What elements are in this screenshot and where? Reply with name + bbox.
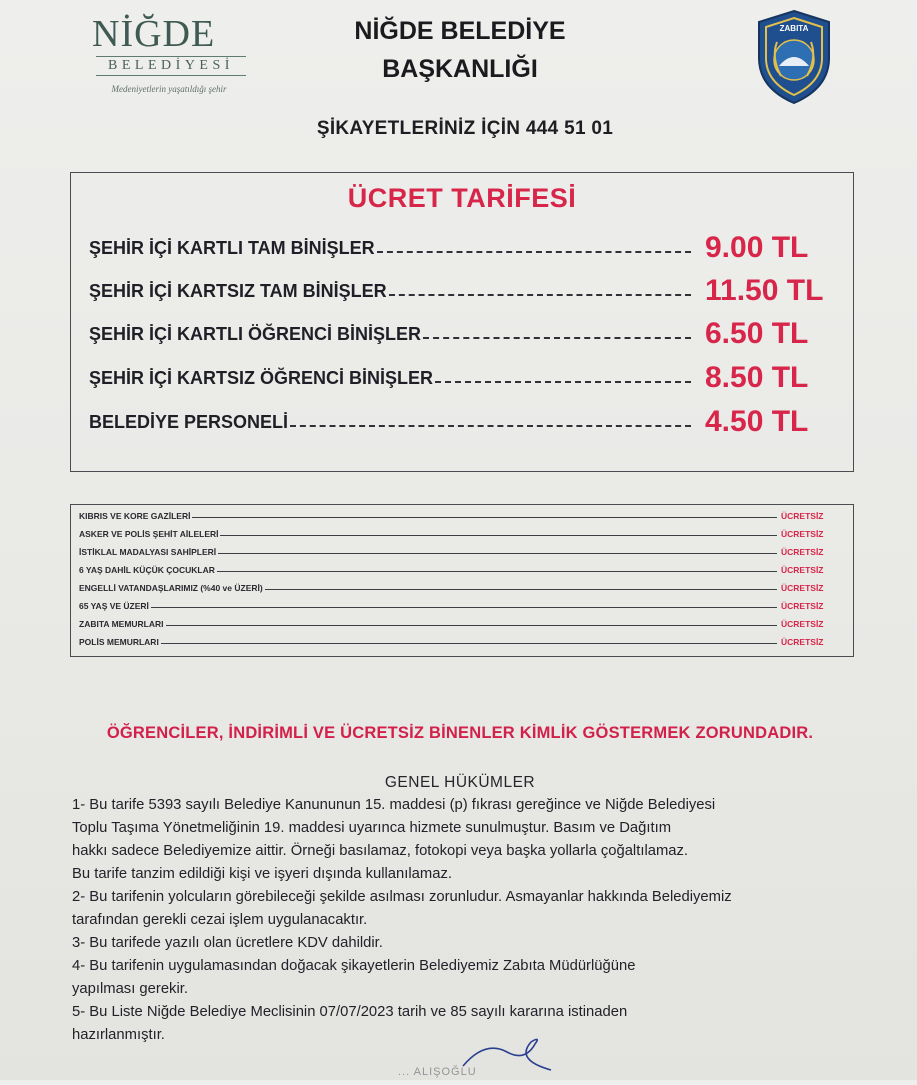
- general-provisions-title: GENEL HÜKÜMLER: [384, 774, 536, 791]
- tariff-price: 6.50 TL: [705, 317, 809, 350]
- provision-line: 3- Bu tarifede yazılı olan ücretlere KDV dahildir.: [72, 935, 383, 951]
- free-row: [79, 561, 837, 575]
- tariff-price: 8.50 TL: [705, 361, 809, 394]
- signer-name: ... ALIŞOĞLU: [398, 1066, 477, 1078]
- leader-dashes: [389, 292, 691, 296]
- leader-line: [151, 607, 777, 608]
- tariff-row: [89, 405, 839, 439]
- free-row: [79, 507, 837, 521]
- provision-line: hazırlanmıştır.: [72, 1027, 165, 1043]
- tariff-price: 11.50 TL: [705, 274, 824, 307]
- free-label: POLİS MEMURLARI: [79, 637, 159, 647]
- leader-line: [166, 625, 777, 626]
- free-row: [79, 597, 837, 611]
- title-line-1: NİĞDE BELEDİYE: [354, 17, 566, 45]
- free-value: ÜCRETSİZ: [781, 601, 824, 611]
- free-value: ÜCRETSİZ: [781, 547, 824, 557]
- free-value: ÜCRETSİZ: [781, 619, 824, 629]
- logo-subtitle: BELEDİYESİ: [96, 56, 246, 76]
- free-row: [79, 615, 837, 629]
- general-provisions-text: [72, 794, 902, 1047]
- tariff-row: [89, 274, 839, 308]
- free-label: ZABITA MEMURLARI: [79, 619, 164, 629]
- free-row: [79, 525, 837, 539]
- tariff-row: [89, 231, 839, 265]
- tariff-label: ŞEHİR İÇİ KARTSIZ ÖĞRENCİ BİNİŞLER: [89, 367, 434, 388]
- free-label: 65 YAŞ VE ÜZERİ: [79, 601, 149, 611]
- badge-text: ZABITA: [779, 24, 809, 33]
- complaints-line: ŞİKAYETLERİNİZ İÇİN 444 51 01: [316, 118, 614, 139]
- tariff-label: ŞEHİR İÇİ KARTLI TAM BİNİŞLER: [89, 237, 375, 258]
- free-row: [79, 579, 837, 593]
- provision-line: 1- Bu tarife 5393 sayılı Belediye Kanununun 15. maddesi (p) fıkrası gereğince ve Niğde Belediyesi: [72, 797, 716, 813]
- free-value: ÜCRETSİZ: [781, 565, 824, 575]
- leader-line: [220, 535, 777, 536]
- zabita-emblem-icon: [751, 8, 837, 106]
- page-title: [300, 12, 620, 88]
- free-row: [79, 633, 837, 647]
- leader-dashes: [423, 335, 691, 339]
- free-label: ENGELLİ VATANDAŞLARIMIZ (%40 ve ÜZERİ): [79, 583, 263, 593]
- logo-name: NİĞDE: [92, 13, 216, 55]
- tariff-row: [89, 317, 839, 351]
- fare-tariff-box: [70, 172, 854, 472]
- free-value: ÜCRETSİZ: [781, 637, 824, 647]
- leader-line: [217, 571, 777, 572]
- leader-dashes: [377, 249, 691, 253]
- free-value: ÜCRETSİZ: [781, 583, 824, 593]
- leader-line: [161, 643, 777, 644]
- tariff-label: BELEDİYE PERSONELİ: [89, 411, 289, 432]
- tariff-title: ÜCRET TARİFESİ: [347, 183, 577, 213]
- free-value: ÜCRETSİZ: [781, 529, 824, 539]
- leader-line: [218, 553, 777, 554]
- free-label: KIBRIS VE KORE GAZİLERİ: [79, 511, 191, 521]
- provision-line: yapılması gerekir.: [72, 981, 188, 997]
- leader-line: [192, 517, 777, 518]
- leader-line: [265, 589, 777, 590]
- nigde-belediyesi-logo: [84, 10, 254, 98]
- free-label: 6 YAŞ DAHİL KÜÇÜK ÇOCUKLAR: [79, 565, 215, 575]
- free-label: İSTİKLAL MADALYASI SAHİPLERİ: [79, 547, 217, 557]
- provision-line: Bu tarife tanzim edildiği kişi ve işyeri dışında kullanılamaz.: [72, 866, 452, 882]
- leader-dashes: [290, 423, 691, 427]
- provision-line: tarafından gerekli cezai işlem uygulanacaktır.: [72, 912, 368, 928]
- free-label: ASKER VE POLİS ŞEHİT AİLELERİ: [79, 529, 219, 539]
- provision-line: 5- Bu Liste Niğde Belediye Meclisinin 07/07/2023 tarih ve 85 sayılı kararına istinaden: [72, 1004, 628, 1020]
- free-row: [79, 543, 837, 557]
- tariff-label: ŞEHİR İÇİ KARTLI ÖĞRENCİ BİNİŞLER: [89, 323, 422, 344]
- tariff-price: 4.50 TL: [705, 405, 809, 438]
- free-value: ÜCRETSİZ: [781, 511, 824, 521]
- free-passengers-box: [70, 504, 854, 657]
- provision-line: 2- Bu tarifenin yolcuların görebileceği şekilde asılması zorunludur. Asmayanlar hakkında Belediyemiz: [72, 889, 732, 905]
- provision-line: 4- Bu tarifenin uygulamasından doğacak şikayetlerin Belediyemiz Zabıta Müdürlüğüne: [72, 958, 636, 974]
- leader-dashes: [435, 379, 691, 383]
- title-line-2: BAŞKANLIĞI: [382, 55, 538, 83]
- provision-line: hakkı sadece Belediyemize aittir. Örneği basılamaz, fotokopi veya başka yollarla çoğaltılamaz.: [72, 843, 689, 859]
- tariff-row: [89, 361, 839, 395]
- logo-motto: Medeniyetlerin yaşatıldığı şehir: [111, 84, 227, 94]
- tariff-price: 9.00 TL: [705, 231, 809, 264]
- id-requirement-notice: ÖĞRENCİLER, İNDİRİMLİ VE ÜCRETSİZ BİNENLER KİMLİK GÖSTERMEK ZORUNDADIR.: [106, 724, 814, 742]
- provision-line: Toplu Taşıma Yönetmeliğinin 19. maddesi uyarınca hizmete sunulmuştur. Basım ve Dağıtım: [72, 820, 672, 836]
- tariff-label: ŞEHİR İÇİ KARTSIZ TAM BİNİŞLER: [89, 280, 387, 301]
